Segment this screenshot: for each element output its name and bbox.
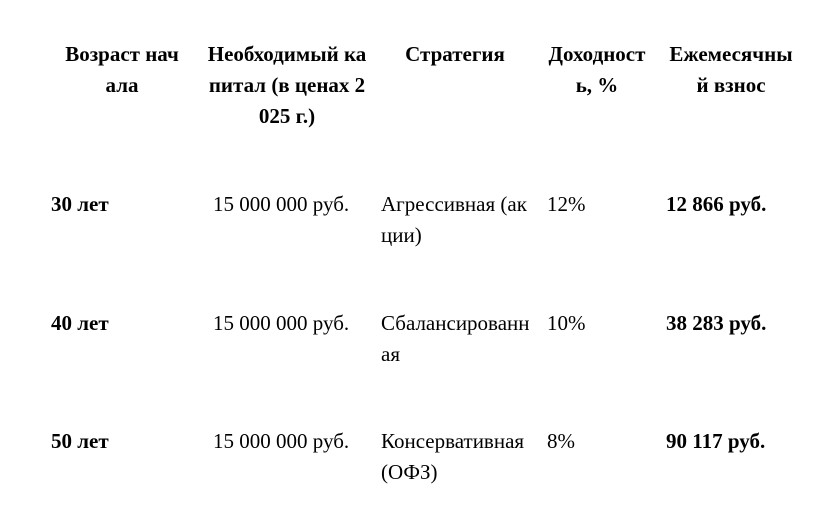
row-1-age: 30 лет	[51, 192, 109, 216]
row-2-monthly: 38 283 руб.	[666, 311, 767, 335]
row-3-strategy: Консервативная (ОФЗ)	[381, 429, 525, 484]
header-yield: Доходность, %	[548, 42, 646, 97]
header-strategy: Стратегия	[405, 42, 505, 66]
row-2-age: 40 лет	[51, 311, 109, 335]
header-age: Возраст начала	[65, 42, 179, 97]
row-3-yield: 8%	[547, 429, 575, 453]
row-3-capital: 15 000 000 руб.	[213, 429, 350, 453]
row-1-yield: 12%	[547, 192, 586, 216]
row-2-capital: 15 000 000 руб.	[213, 311, 350, 335]
header-monthly: Ежемесячный взнос	[669, 42, 793, 97]
row-1-capital: 15 000 000 руб.	[213, 192, 350, 216]
row-1-strategy: Агрессивная (акции)	[381, 192, 527, 247]
row-3-monthly: 90 117 руб.	[666, 429, 766, 453]
row-2-yield: 10%	[547, 311, 586, 335]
row-1-monthly: 12 866 руб.	[666, 192, 767, 216]
row-3-age: 50 лет	[51, 429, 109, 453]
header-capital: Необходимый капитал (в ценах 2025 г.)	[207, 42, 367, 128]
row-2-strategy: Сбалансированная	[381, 311, 530, 366]
